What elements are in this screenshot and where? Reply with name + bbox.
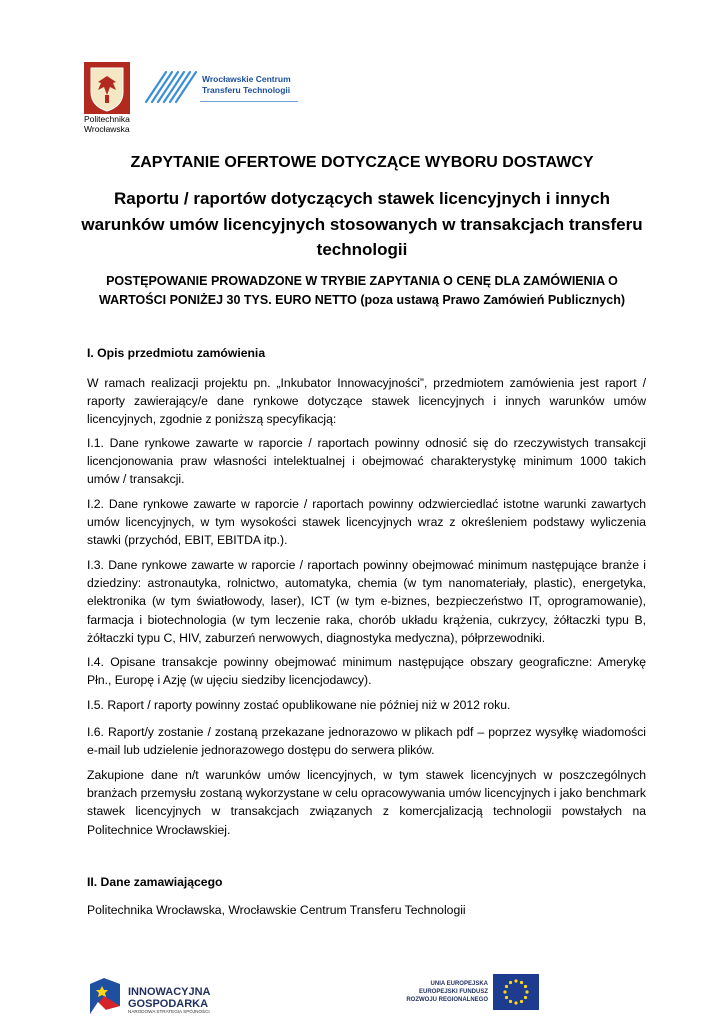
- wctt-name-line2: Transferu Technologii: [202, 85, 291, 95]
- item-i1-block: [87, 434, 646, 489]
- innowacyjna-gospodarka-text: [128, 986, 211, 1010]
- ig-line2: GOSPODARKA: [128, 998, 209, 1010]
- item-i3-block: [87, 556, 646, 647]
- innowacyjna-gospodarka-logo: [88, 974, 238, 1020]
- ue-line1: UNIA EUROPEJSKA: [430, 981, 488, 987]
- section2-text-block: [87, 901, 646, 919]
- procedure-note: POSTĘPOWANIE PROWADZONE W TRYBIE ZAPYTANIA O CENĘ DLA ZAMÓWIENIA O WARTOŚCI PONIŻEJ 30 TYS. EURO NETTO (poza ustawą Prawo Zamówień Publicznych): [98, 274, 626, 307]
- section2-heading: II. Dane zamawiającego: [87, 875, 223, 889]
- item-i4: I.4. Opisane transakcje powinny obejmować minimum następujące obszary geograficzne: Amerykę Płn., Europę i Azję (w ujęciu siedziby licencjodawcy).: [87, 655, 646, 688]
- wctt-name: [202, 74, 291, 96]
- innowacyjna-gospodarka-flag-icon: [88, 976, 122, 1016]
- header-logos: [84, 58, 304, 138]
- politechnika-name: [84, 114, 130, 134]
- section1-closing-block: [87, 766, 646, 839]
- ue-line3: ROZWOJU REGIONALNEGO: [406, 997, 488, 1003]
- section1-closing: Zakupione dane n/t warunków umów licencyjnych, w tym stawek licencyjnych w poszczególnych branżach przemysłu zostaną wykorzystane w celu opracowywania umów licencyjnych i jako benchmark stawek licencyjnych w transakcjach związanych z komercjalizacją technologii powstałych na Politechnice Wrocławskiej.: [87, 768, 646, 837]
- politechnika-name-line1: Politechnika: [84, 114, 130, 124]
- section1-heading: I. Opis przedmiotu zamówienia: [87, 346, 266, 360]
- section1-intro: W ramach realizacji projektu pn. „Inkubator Innowacyjności”, przedmiotem zamówienia jest raport / raporty zawierający/e dane rynkowe dotyczące stawek licencyjnych i innych warunków umów licencyjnych, zgodnie z poniższą specyfikacją:: [87, 376, 646, 427]
- section1-intro-block: [87, 374, 646, 429]
- eu-flag-icon: [493, 974, 539, 1010]
- item-i2-block: [87, 495, 646, 550]
- document-subject: Raportu / raportów dotyczących stawek licencyjnych i innych warunków umów licencyjnych stosowanych w transakcjach transferu technologii: [81, 189, 643, 259]
- item-i6: I.6. Raport/y zostanie / zostaną przekazane jednorazowo w plikach pdf – poprzez wysyłkę wiadomości e-mail lub udzielenie jednorazowego dostępu do serwera plików.: [87, 725, 646, 758]
- section2-text: Politechnika Wrocławska, Wrocławskie Centrum Transferu Technologii: [87, 903, 466, 917]
- politechnika-name-line2: Wrocławska: [84, 124, 130, 134]
- item-i5-block: [87, 696, 646, 714]
- item-i6-block: [87, 723, 646, 759]
- ig-line1: INNOWACYJNA: [128, 986, 211, 998]
- item-i5: I.5. Raport / raporty powinny zostać opublikowane nie później niż w 2012 roku.: [87, 698, 511, 712]
- section1-heading-block: [87, 344, 646, 362]
- eu-fund-text: [392, 980, 488, 1004]
- section2-heading-block: [87, 873, 646, 891]
- item-i1: I.1. Dane rynkowe zawarte w raporcie / raportach powinny odnosić się do rzeczywistych transakcji licencjonowania praw własności intelektualnej i obejmować charakterystykę minimum 1000 takich umów / transakcji.: [87, 436, 646, 487]
- ig-tagline: NARODOWA STRATEGIA SPÓJNOŚCI: [128, 1009, 210, 1014]
- item-i3: I.3. Dane rynkowe zawarte w raporcie / raportach powinny obejmować minimum następujące branże i dziedziny: astronautyka, rolnictwo, automatyka, chemia (w tym nanomateriały, plastic), energetyka, elektronika (w tym światłowody, laser), ICT (w tym e-biznes, bezpieczeństwo IT, oprogramowanie), farmacja i biotechnologia (w tym leczenie raka, chorób układu krążenia, cukrzycy, żółtaczki typu B, żółtaczki typu C, HIV, zaburzeń nerwowych, diagnostyka medyczna), półprzewodniki.: [87, 558, 646, 645]
- ue-line2: EUROPEJSKI FUNDUSZ: [418, 989, 488, 995]
- document-title: ZAPYTANIE OFERTOWE DOTYCZĄCE WYBORU DOSTAWCY: [130, 154, 594, 171]
- item-i2: I.2. Dane rynkowe zawarte w raporcie / raportach powinny odzwierciedlać istotne warunki zawartych umów licencyjnych, w tym wysokości stawek licencyjnych wraz z określeniem podstawy wyliczenia stawki (przychód, EBIT, EBITDA itp.).: [87, 497, 646, 548]
- item-i4-block: [87, 653, 646, 689]
- wctt-stripes-logo: [144, 68, 198, 104]
- eu-fund-logo: [392, 972, 542, 1016]
- politechnika-crest-logo: [84, 62, 130, 114]
- wctt-underline: [200, 101, 298, 102]
- wctt-name-line1: Wrocławskie Centrum: [202, 74, 291, 84]
